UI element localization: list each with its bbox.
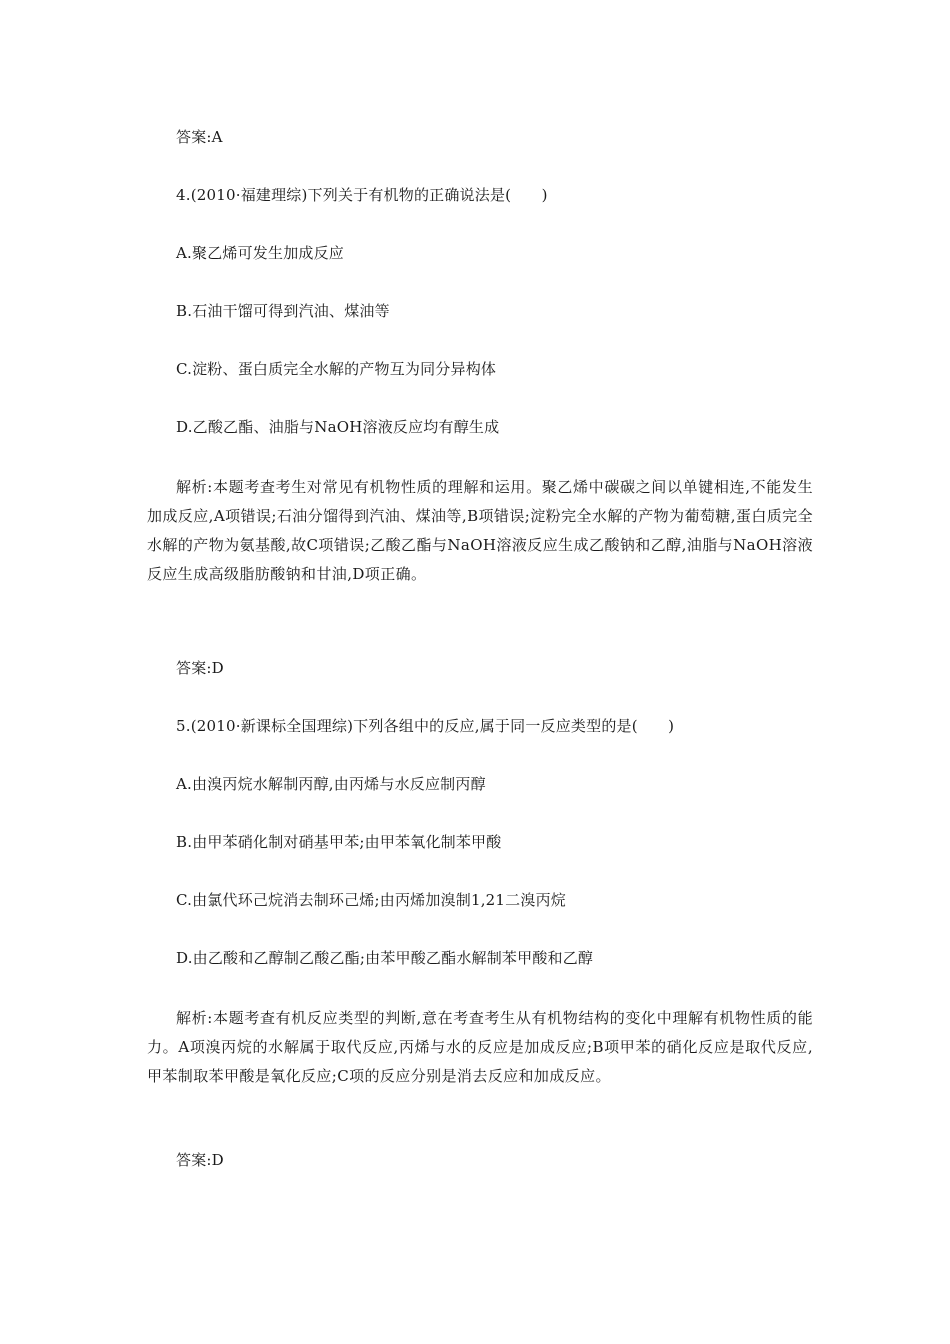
question-5-analysis: 解析:本题考查有机反应类型的判断,意在考查考生从有机物结构的变化中理解有机物性质的能力。A项溴丙烷的水解属于取代反应,丙烯与水的反应是加成反应;B项甲苯的硝化反应是取代反应,甲苯制取苯甲酸是氧化反应;C项的反应分别是消去反应和加成反应。 [147,1009,813,1085]
question-4-option-a: A.聚乙烯可发生加成反应 [176,244,345,262]
question-4-stem: 4.(2010·福建理综)下列关于有机物的正确说法是( ) [176,186,548,204]
question-4-option-b: B.石油干馏可得到汽油、煤油等 [176,302,390,320]
question-4-analysis: 解析:本题考查考生对常见有机物性质的理解和运用。聚乙烯中碳碳之间以单键相连,不能发生加成反应,A项错误;石油分馏得到汽油、煤油等,B项错误;淀粉完全水解的产物为葡萄糖,蛋白质完全水解的产物为氨基酸,故C项错误;乙酸乙酯与NaOH溶液反应生成乙酸钠和乙醇,油脂与NaOH溶液反应生成高级脂肪酸钠和甘油,D项正确。 [147,478,813,583]
question-4-option-c: C.淀粉、蛋白质完全水解的产物互为同分异构体 [176,360,497,378]
question-4-option-d: D.乙酸乙酯、油脂与NaOH溶液反应均有醇生成 [176,418,500,436]
previous-answer: 答案:A [176,128,223,146]
question-5-option-c: C.由氯代环己烷消去制环己烯;由丙烯加溴制1,21二溴丙烷 [176,891,566,909]
question-4-answer: 答案:D [176,659,224,677]
question-5-answer: 答案:D [176,1151,224,1169]
question-5-option-a: A.由溴丙烷水解制丙醇,由丙烯与水反应制丙醇 [176,775,486,793]
question-5-option-b: B.由甲苯硝化制对硝基甲苯;由甲苯氧化制苯甲酸 [176,833,502,851]
question-5-option-d: D.由乙酸和乙醇制乙酸乙酯;由苯甲酸乙酯水解制苯甲酸和乙醇 [176,949,594,967]
question-5-stem: 5.(2010·新课标全国理综)下列各组中的反应,属于同一反应类型的是( ) [176,717,675,735]
